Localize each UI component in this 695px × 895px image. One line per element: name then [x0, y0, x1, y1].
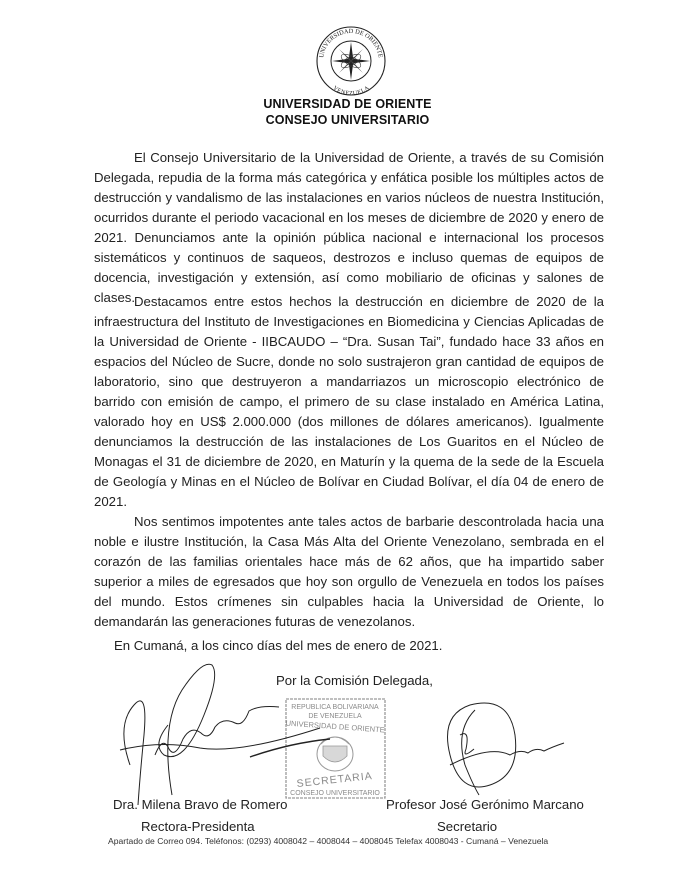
stamp-line-2: DE VENEZUELA: [308, 713, 362, 720]
seal-top-text: UNIVERSIDAD DE ORIENTE: [318, 27, 384, 59]
university-seal-icon: [316, 26, 386, 96]
stamp-line-1: REPUBLICA BOLIVARIANA: [291, 704, 379, 711]
compass-rose-icon: [332, 42, 370, 80]
seal-bottom-text: VENEZUELA: [331, 85, 371, 96]
closing-date-line: En Cumaná, a los cinco días del mes de enero de 2021.: [114, 638, 443, 653]
paragraph-3: Nos sentimos impotentes ante tales actos de barbarie descontrolada hacia una noble e ilustre Institución, la Casa Más Alta del Oriente Venezolano, sembrada en el corazón de las familias orientales hace más de 62 años, que ha impartido saber superior a miles de egresados que hoy son orgullo de Venezuela en todos los países del mundo. Estos crímenes sin culpables hacia la Universidad de Oriente, lo demandarán las generaciones futuras de venezolanos.: [94, 514, 604, 629]
paragraph-2: Destacamos entre estos hechos la destrucción en diciembre de 2020 de la infraestructura del Instituto de Investigaciones en Biomedicina y Ciencias Aplicadas de la Universidad de Oriente - IIBCAUDO – “Dra. Susan Tai”, fundado hace 33 años en espacios del Núcleo de Sucre, donde no solo sustrajeron gran cantidad de equipos de laboratorio, sino que destruyeron a mandarriazos un microscopio electrónico de barrido con emisión de campo, el primero de su clase instalado en América Latina, valorado hoy en US$ 2.000.000 (dos millones de dólares americanos). Igualmente denunciamos la destrucción de las instalaciones de Los Guaritos en el Núcleo de Monagas el 31 de diciembre de 2020, en Maturín y la quema de la sede de la Escuela de Geología y Minas en el Núcleo de Bolívar en Ciudad Bolívar, el día 04 de enero de 2021.: [94, 294, 604, 509]
stamp-line-5: CONSEJO UNIVERSITARIO: [290, 790, 380, 797]
svg-text:VENEZUELA: [331, 85, 371, 96]
footer-contact: Apartado de Correo 094. Teléfonos: (0293) 4008042 – 4008044 – 4008045 Telefax 4008043 - Cumaná – Venezuela: [108, 836, 549, 846]
institution-name: UNIVERSIDAD DE ORIENTE: [263, 97, 432, 111]
byline: Por la Comisión Delegada,: [276, 673, 433, 688]
secretary-signature: [440, 695, 565, 800]
stamp-line-3: UNIVERSIDAD DE ORIENTE: [285, 718, 385, 735]
secretary-title: Secretario: [437, 819, 498, 834]
council-name: CONSEJO UNIVERSITARIO: [265, 113, 430, 127]
paragraph-1: El Consejo Universitario de la Universidad de Oriente, a través de su Comisión Delegada, repudia de la forma más categórica y enfática posible los múltiples actos de destrucción y vandalismo de las instalaciones en varios núcleos de nuestra Institución, ocurridos durante el periodo vacacional en los meses de diciembre de 2020 y enero de 2021. Denunciamos ante la opinión pública nacional e internacional los procesos sistemáticos y continuos de saqueos, destrozos e incluso quemas de equipos de docencia, investigación y extensión, así como mobiliario de oficinas y salones de clases.: [94, 150, 604, 305]
stamp-line-4: SECRETARIA: [296, 770, 374, 790]
rector-signature: [100, 655, 330, 805]
secretary-name: Profesor José Gerónimo Marcano: [386, 797, 584, 812]
rector-name: Dra. Milena Bravo de Romero: [113, 797, 288, 812]
rector-title: Rectora-Presidenta: [141, 819, 255, 834]
